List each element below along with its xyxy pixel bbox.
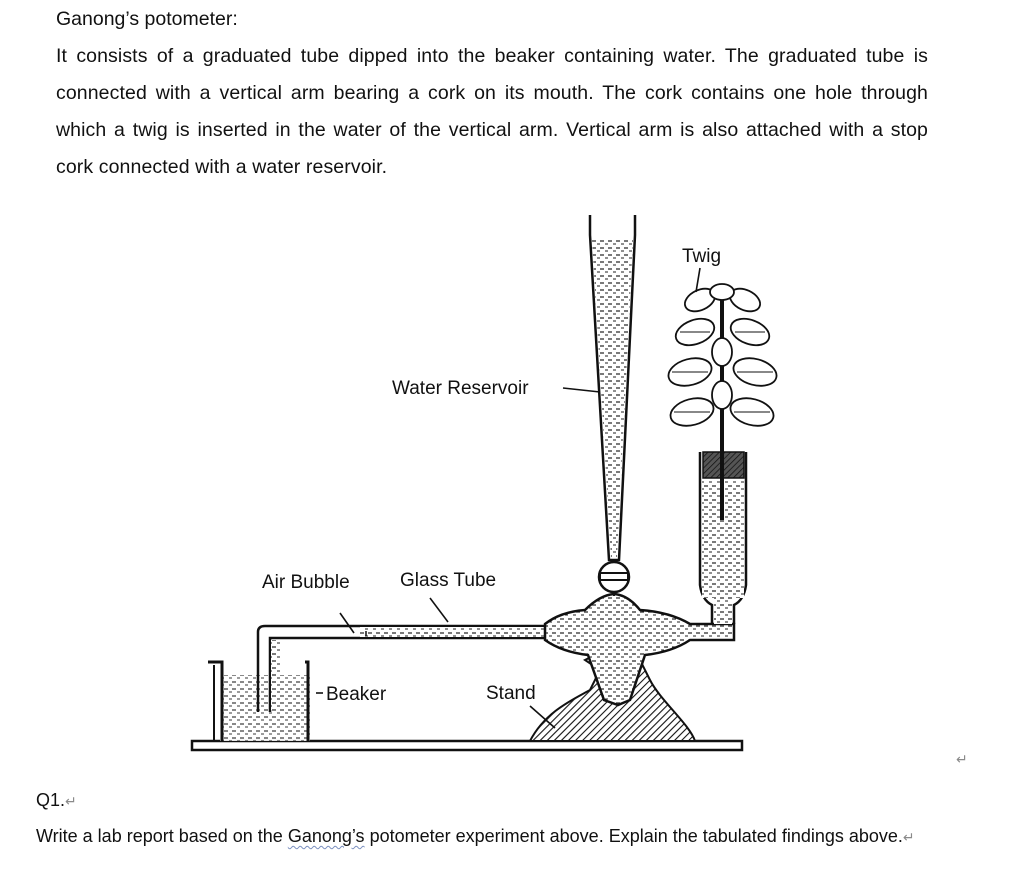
spellcheck-underlined-word: Ganong’s xyxy=(287,826,365,846)
question-number-text: Q1. xyxy=(36,790,66,810)
vertical-arm xyxy=(700,440,746,624)
return-mark-icon: ↵ xyxy=(65,794,77,810)
water-reservoir-funnel xyxy=(590,215,635,560)
label-stand: Stand xyxy=(486,683,536,704)
twig-plant xyxy=(665,284,779,445)
question-number xyxy=(36,790,77,811)
base-board xyxy=(192,741,742,750)
heading-ganongs-potometer: Ganong’s potometer: xyxy=(56,8,238,30)
question-text xyxy=(36,820,966,854)
label-beaker: Beaker xyxy=(326,684,387,705)
return-mark-icon: ↵ xyxy=(956,752,968,768)
label-air-bubble: Air Bubble xyxy=(262,572,350,593)
label-twig: Twig xyxy=(682,246,722,267)
question-text-end: potometer experiment above. Explain the tabulated findings above. xyxy=(364,826,903,846)
description-paragraph: It consists of a graduated tube dipped into the beaker containing water. The graduated tube is connected with a vertical arm bearing a cork on its mouth. The cork contains one hole through which a twig is inserted in the water of the vertical arm. Vertical arm is also attached with a stop cork connected with a water reservoir. xyxy=(56,45,928,178)
question-text-start: Write a lab report based on the xyxy=(36,826,288,846)
potometer-diagram xyxy=(0,195,1024,760)
return-mark-icon: ↵ xyxy=(902,830,915,846)
label-glass-tube: Glass Tube xyxy=(400,570,497,591)
label-water-reservoir: Water Reservoir xyxy=(392,378,529,399)
